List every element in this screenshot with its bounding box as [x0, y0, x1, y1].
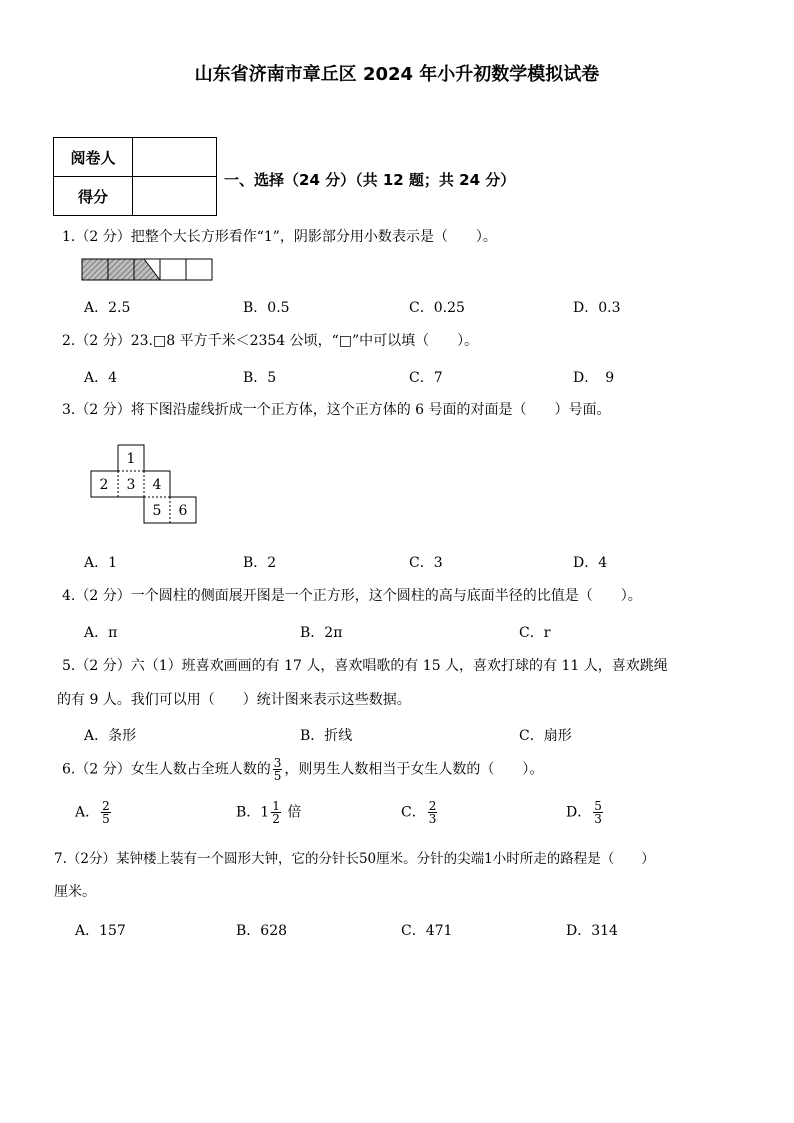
question-4-option-b[interactable]: B．2π: [300, 625, 343, 641]
question-3-option-a[interactable]: A．1: [84, 555, 118, 571]
question-3-option-c[interactable]: C．3: [409, 555, 443, 571]
question-4-option-a[interactable]: A．π: [84, 625, 118, 641]
question-7-stem-line-2: 厘米。: [54, 884, 96, 900]
net-face-4: 4: [152, 477, 162, 493]
question-5-option-b[interactable]: B．折线: [300, 728, 353, 744]
question-1-stem: 1.（2 分）把整个大长方形看作“1”，阴影部分用小数表示是（ ）。: [62, 229, 497, 245]
question-4-option-c[interactable]: C．r: [519, 625, 551, 641]
question-2-option-c[interactable]: C．7: [409, 370, 443, 386]
question-6-option-a[interactable]: A． $\frac{2}{5}$: [75, 799, 110, 826]
question-2-option-a[interactable]: A．4: [84, 370, 118, 386]
net-face-3: 3: [126, 477, 136, 493]
reviewer-label: 阅卷人: [54, 138, 133, 177]
score-field[interactable]: [133, 177, 217, 216]
question-5-option-c[interactable]: C．扇形: [519, 728, 572, 744]
question-7-stem-line-1: 7.（2分）某钟楼上装有一个圆形大钟，它的分针长50厘米。分针的尖端1小时所走的路程是（ ）: [54, 851, 655, 867]
question-2-stem: 2.（2 分）23.□8 平方千米＜2354 公顷，“□”中可以填（ ）。: [62, 333, 479, 349]
question-2-option-d[interactable]: D． 9: [573, 370, 615, 386]
question-1-option-a[interactable]: A．2.5: [84, 300, 131, 316]
shaded-cell-1: [82, 259, 108, 280]
shaded-cell-2: [108, 259, 134, 280]
net-face-6: 6: [178, 503, 188, 519]
question-3-option-b[interactable]: B．2: [243, 555, 277, 571]
question-6-option-d[interactable]: D． $\frac{5}{3}$: [566, 799, 602, 826]
net-face-1: 1: [126, 451, 136, 467]
score-table: [53, 137, 217, 216]
section-heading: 一、选择（24 分）（共 12 题；共 24 分）: [224, 171, 516, 189]
question-1-figure: [81, 258, 213, 282]
question-3-stem: 3.（2 分）将下图沿虚线折成一个正方体，这个正方体的 6 号面的对面是（ ）号面。: [62, 402, 611, 418]
question-7-option-d[interactable]: D．314: [566, 923, 618, 939]
page-title: 山东省济南市章丘区 2024 年小升初数学模拟试卷: [194, 64, 600, 85]
question-5-stem-line-1: 5.（2 分）六（1）班喜欢画画的有 17 人，喜欢唱歌的有 15 人，喜欢打球的有 11 人，喜欢跳绳: [62, 658, 668, 674]
net-face-2: 2: [99, 477, 109, 493]
question-1-option-d[interactable]: D．0.3: [573, 300, 621, 316]
net-face-5: 5: [152, 503, 162, 519]
score-label: 得分: [54, 177, 133, 216]
question-6-stem-after: ，则男生人数相当于女生人数的（ ）。: [284, 761, 544, 778]
question-7-option-b[interactable]: B．628: [236, 923, 288, 939]
question-1-option-b[interactable]: B．0.5: [243, 300, 290, 316]
question-6-stem-before: 6.（2 分）女生人数占全班人数的: [62, 761, 271, 778]
question-7-option-a[interactable]: A．157: [75, 923, 126, 939]
question-3-option-d[interactable]: D．4: [573, 555, 608, 571]
cube-net-figure: [90, 444, 200, 526]
question-5-stem-line-2: 的有 9 人。我们可以用（ ）统计图来表示这些数据。: [57, 692, 411, 708]
question-6-option-b[interactable]: B．1 $\frac{1}{2}$ 倍: [236, 799, 302, 826]
question-4-stem: 4.（2 分）一个圆柱的侧面展开图是一个正方形，这个圆柱的高与底面半径的比值是（ ）。: [62, 588, 642, 604]
question-1-option-c[interactable]: C．0.25: [409, 300, 465, 316]
question-6-stem: [62, 757, 543, 782]
reviewer-field[interactable]: [133, 138, 217, 177]
question-6-fraction: $\frac{3}{5}$: [273, 756, 282, 783]
question-5-option-a[interactable]: A．条形: [84, 728, 137, 744]
question-6-option-c[interactable]: C． $\frac{2}{3}$: [401, 799, 437, 826]
question-2-option-b[interactable]: B．5: [243, 370, 277, 386]
question-7-option-c[interactable]: C．471: [401, 923, 453, 939]
